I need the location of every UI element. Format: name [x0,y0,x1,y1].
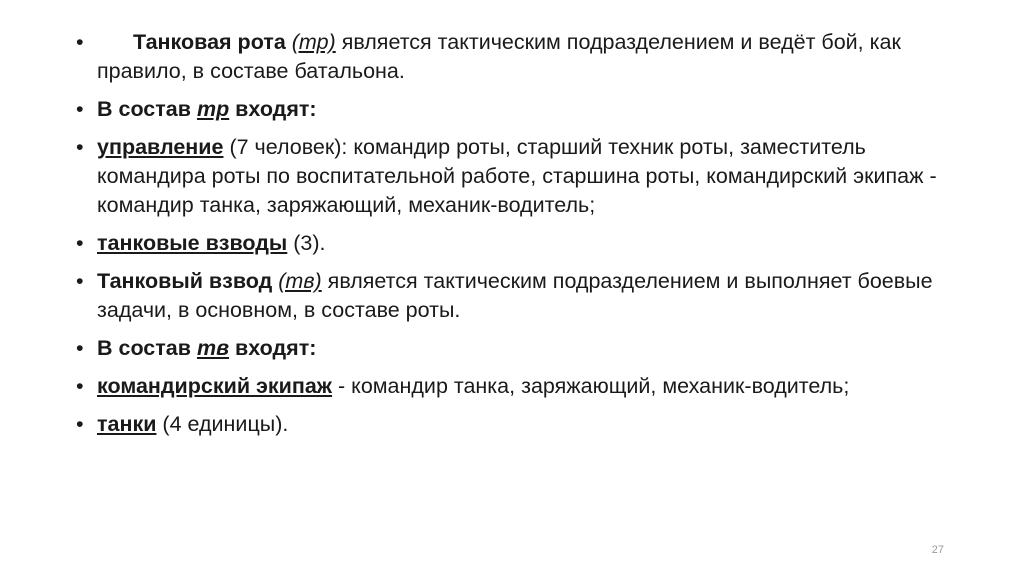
list-item-command-crew [76,372,946,401]
bullet-icon: • [76,269,84,293]
term-command-crew: командирский экипаж [97,374,333,398]
bullet-icon: • [76,412,84,436]
bullet-icon: • [76,336,84,360]
abbr-tr: (тр) [291,30,336,54]
item-text: (4 единицы). [156,412,289,436]
item-text: является тактическим подразделением и выполняет боевые задачи, в основном, в составе роты. [97,269,933,322]
bullet-icon: • [76,97,84,121]
term-tank-company: Танковая рота [133,30,286,54]
list-item-tanks [76,410,946,439]
bullet-icon: • [76,30,84,54]
composition-suffix: входят: [229,336,317,360]
list-item-management [76,133,946,220]
term-tanks: танки [97,412,157,436]
item-text: - командир танка, заряжающий, механик-водитель; [332,374,850,398]
composition-suffix: входят: [229,97,317,121]
bullet-list [76,28,946,448]
abbr-tv: тв [196,336,230,360]
list-item-platoon-composition [76,334,946,363]
list-item-tank-company [76,28,946,86]
bullet-icon: • [76,374,84,398]
bullet-icon: • [76,135,84,159]
list-item-tank-platoon [76,267,946,325]
abbr-tv: (тв) [278,269,322,293]
bullet-icon: • [76,231,84,255]
item-text: (3). [287,231,326,255]
list-item-company-composition [76,95,946,124]
composition-prefix: В состав [97,336,197,360]
term-tank-platoons: танковые взводы [97,231,288,255]
item-text: (7 человек): командир роты, старший техник роты, заместитель командира роты по воспитательной работе, старшина роты, командирский экипаж - командир танка, заряжающий, механик-водитель; [97,135,937,217]
term-tank-platoon: Танковый взвод [97,269,273,293]
item-text: является тактическим подразделением и ведёт бой, как правило, в составе батальона. [97,30,901,83]
term-management: управление [97,135,224,159]
composition-prefix: В состав [97,97,197,121]
list-item-tank-platoons [76,229,946,258]
page-number: 27 [931,544,944,556]
abbr-tr: тр [196,97,230,121]
